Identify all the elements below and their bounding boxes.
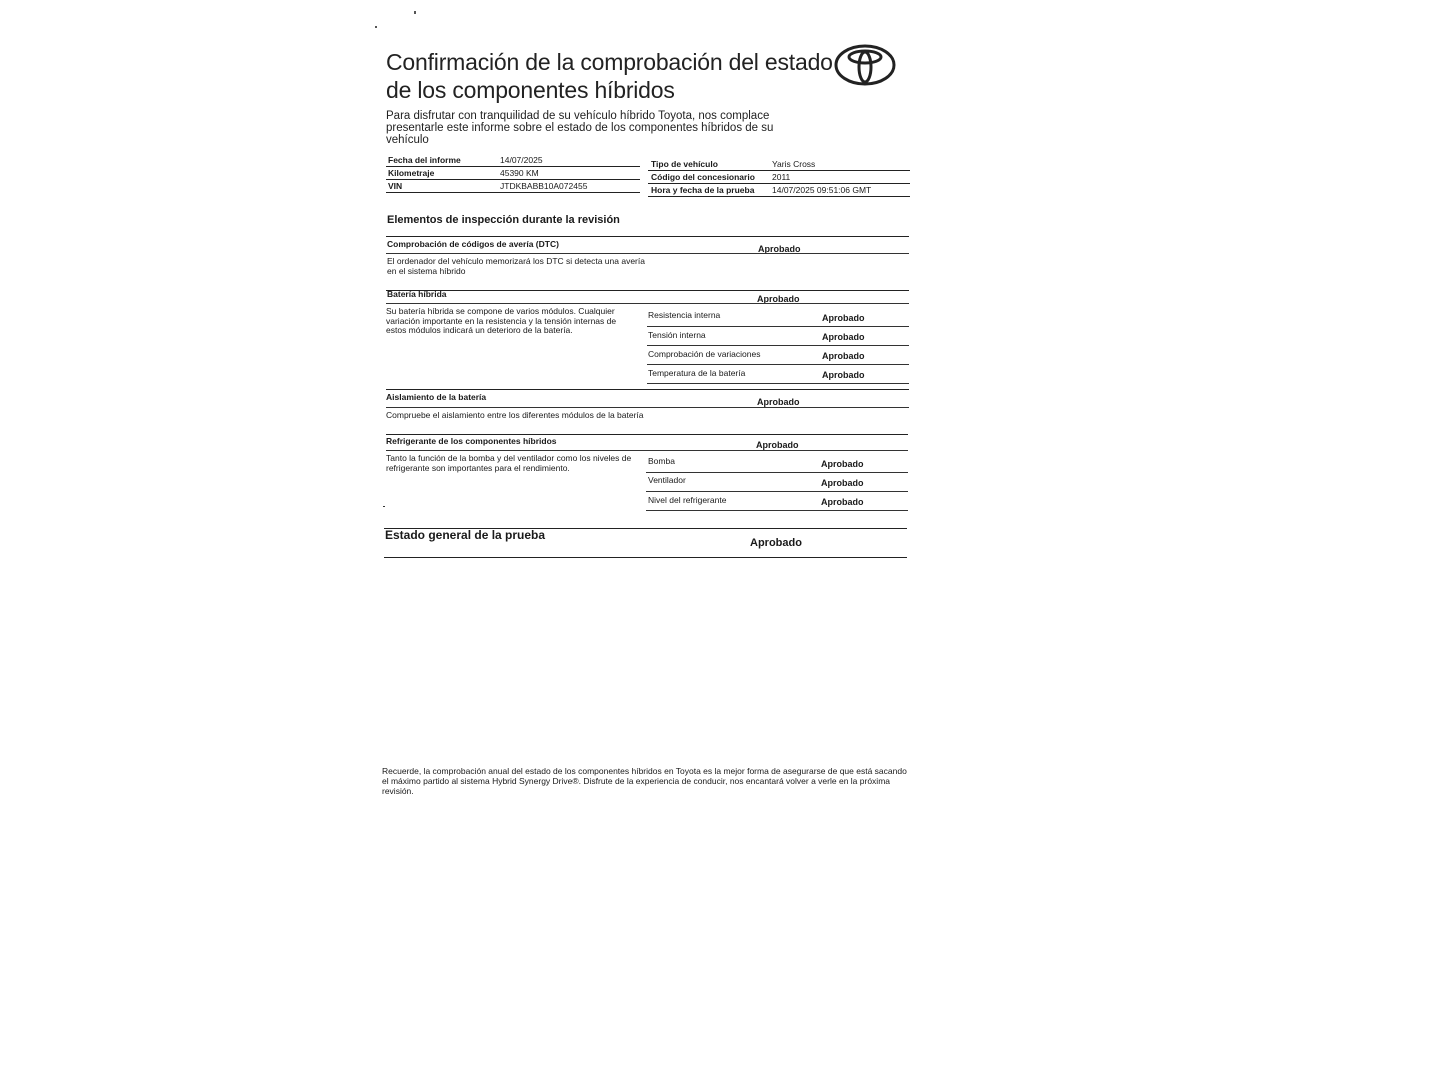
battery-item-status: Aprobado [822, 351, 865, 361]
battery-status: Aprobado [757, 294, 800, 304]
coolant-item-name: Nivel del refrigerante [648, 495, 727, 505]
isolation-title: Aislamiento de la batería [386, 392, 487, 402]
info-table-left [386, 154, 640, 193]
coolant-item-name: Bomba [648, 456, 675, 466]
divider [646, 510, 908, 511]
info-label: Código del concesionario [651, 172, 755, 182]
battery-item-name: Resistencia interna [648, 310, 721, 320]
info-row [386, 180, 640, 193]
info-value: 45390 KM [500, 168, 539, 178]
coolant-title: Refrigerante de los componentes híbridos [386, 436, 557, 446]
divider [647, 345, 909, 346]
title-line-2: de los componentes híbridos [386, 77, 675, 103]
coolant-item-status: Aprobado [821, 478, 864, 488]
divider [646, 472, 908, 473]
overall-title: Estado general de la prueba [385, 528, 546, 542]
info-row [648, 184, 910, 197]
battery-item-name: Tensión interna [648, 330, 706, 340]
info-label: Hora y fecha de la prueba [651, 185, 755, 195]
divider [386, 253, 909, 254]
divider [386, 236, 909, 237]
divider [386, 407, 909, 408]
divider [383, 506, 385, 507]
info-value: 14/07/2025 09:51:06 GMT [772, 185, 872, 195]
info-row [386, 154, 640, 167]
coolant-item-status: Aprobado [821, 497, 864, 507]
battery-item-status: Aprobado [822, 313, 865, 323]
info-row [648, 158, 910, 171]
dtc-status: Aprobado [758, 244, 801, 254]
coolant-status: Aprobado [756, 440, 799, 450]
document-title [386, 48, 856, 104]
coolant-item-status: Aprobado [821, 459, 864, 469]
divider [646, 491, 908, 492]
intro-text: Para disfrutar con tranquilidad de su vehículo híbrido Toyota, nos complace presentarle este informe sobre el estado de los componentes híbridos de su vehículo [386, 110, 774, 146]
overall-status: Aprobado [750, 537, 802, 549]
info-row [386, 167, 640, 180]
info-label: VIN [388, 181, 403, 191]
title-line-1: Confirmación de la comprobación del estado [386, 49, 833, 75]
dtc-desc: El ordenador del vehículo memorizará los DTC si detecta una avería en el sistema híbrido [387, 256, 645, 276]
divider [647, 383, 909, 384]
info-label: Kilometraje [388, 168, 435, 178]
info-value: 14/07/2025 [500, 155, 543, 165]
scan-speck [375, 26, 377, 28]
divider [386, 389, 909, 390]
divider [386, 450, 908, 451]
scan-speck [414, 11, 416, 14]
battery-title: Batería híbrida [387, 289, 447, 299]
info-row [648, 171, 910, 184]
info-value: Yaris Cross [772, 159, 816, 169]
battery-item-name: Comprobación de variaciones [648, 349, 761, 359]
isolation-desc: Compruebe el aislamiento entre los diferentes módulos de la batería [386, 410, 644, 420]
info-value: JTDKBABB10A072455 [500, 181, 588, 191]
toyota-logo-icon [834, 44, 896, 86]
footer-note: Recuerde, la comprobación anual del estado de los componentes híbridos en Toyota es la mejor forma de asegurarse de que está sacando el máximo partido al sistema Hybrid Synergy Drive®. Disfrute de la experiencia de conducir, nos encantará volver a verle en la próxima revisión. [382, 766, 907, 796]
divider [647, 364, 909, 365]
info-label: Fecha del informe [388, 155, 461, 165]
dtc-title: Comprobación de códigos de avería (DTC) [387, 239, 559, 249]
divider [386, 290, 909, 291]
divider [647, 326, 909, 327]
info-table-right [648, 158, 910, 197]
battery-item-status: Aprobado [822, 370, 865, 380]
inspection-title: Elementos de inspección durante la revisión [387, 214, 620, 226]
battery-desc: Su batería híbrida se compone de varios módulos. Cualquier variación importante en la resistencia y la tensión internas de estos módulos indicará un deterioro de la batería. [386, 306, 617, 335]
info-value: 2011 [772, 172, 791, 182]
divider [386, 434, 908, 435]
battery-item-status: Aprobado [822, 332, 865, 342]
divider [386, 303, 909, 304]
battery-item-name: Temperatura de la batería [648, 368, 746, 378]
info-label: Tipo de vehículo [651, 159, 718, 169]
divider [384, 557, 907, 558]
coolant-desc: Tanto la función de la bomba y del ventilador como los niveles de refrigerante son importantes para el rendimiento. [386, 453, 632, 473]
coolant-item-name: Ventilador [648, 475, 686, 485]
isolation-status: Aprobado [757, 397, 800, 407]
